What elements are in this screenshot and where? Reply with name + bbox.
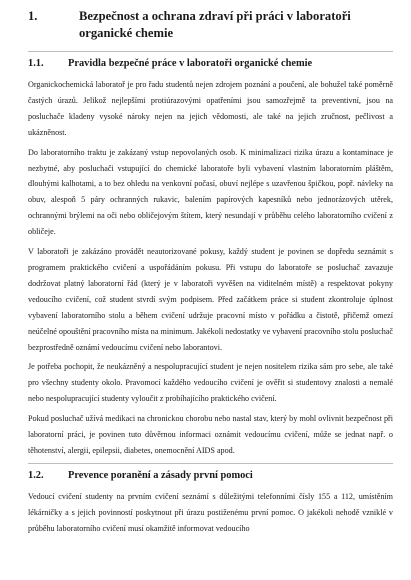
section-number: 1. <box>28 9 38 23</box>
paragraph: V laboratoři je zakázáno provádět neautorizované pokusy, každý student je povinen se dopředu seznámit s programem praktického cvičení a uspořádáním pokusu. Při vstupu do laboratoře se posluchač zavazuje dodržovat platný laboratorní řád (který je v laboratoři vyvěšen na viditelném místě) a respektovat pokyny vedoucího cvičení, což student stvrdí svým podpisem. Před začátkem práce si student zkontroluje úplnost vybavení laboratorního stolu a během cvičení udržuje pracovní místo v pořádku a čistotě, přičemž omezí neúčelné opouštění pracovního místa na minimum. Jakékoli nedostatky ve vybavení pracovního stolu posluchač bezprostředně oznámí vedoucímu cvičení nebo laborantovi. <box>28 247 393 352</box>
subsection-heading-1 <box>28 57 393 71</box>
paragraph: Je potřeba pochopit, že neukázněný a nespolupracující student je nejen nositelem rizika sám pro sebe, ale také pro všechny studenty okolo. Pravomocí každého vedoucího cvičení je ověřit si studentovy znalosti a nemalé nebo nespolupracující studenty vyloučit z probíhajícího praktického cvičení. <box>28 362 393 404</box>
subsection-number: 1.1. <box>28 58 44 69</box>
heading-divider <box>28 51 393 52</box>
section-title: Bezpečnost a ochrana zdraví při práci v laboratoři organické chemie <box>79 9 351 40</box>
subsection-title: Prevence poranění a zásady první pomoci <box>68 469 253 481</box>
subsection-title: Pravidla bezpečné práce v laboratoři organické chemie <box>68 58 313 69</box>
subsection-number: 1.2. <box>28 469 44 481</box>
paragraph: Vedoucí cvičení studenty na prvním cvičení seznámí s důležitými telefonními čísly 155 a 112, umístěním lékárničky a s jejich povinností poskytnout při úrazu postiženému první pomoc. O jakékoli nehodě vzniklé v průběhu laboratorního cvičení musí okamžitě informovat vedoucího <box>28 491 393 533</box>
subsection-heading-2 <box>28 469 393 483</box>
section-heading <box>28 8 393 42</box>
paragraph: Organickochemická laboratoř je pro řadu studentů nejen zdrojem poznání a poučení, ale bohužel také poměrně častých úrazů. Jelikož nejlepšími protiúrazovými opatřeními jsou samozřejmě ta preventivní, jsou na posluchače kladeny vysoké nároky nejen na jejich vědomosti, ale také na jejich zručnost, pečlivost a ukázněnost. <box>28 80 393 137</box>
paragraph: Pokud posluchač užívá medikaci na chronickou chorobu nebo nastal stav, který by mohl ovlivnit bezpečnost při laboratorní práci, je povinen tuto důvěrnou informaci oznámit vedoucímu cvičení, může se jednat např. o těhotenství, alergii, epilepsii, diabetes, onemocnění AIDS apod. <box>28 414 393 455</box>
paragraph: Do laboratorního traktu je zakázaný vstup nepovolaných osob. K minimalizaci rizika úrazu a kontaminace je nezbytné, aby posluchači vstupující do chemické laboratoře byli vybavení vlastním laboratorním pláštěm, dlouhými kalhotami, a to bez ohledu na venkovní počasí, obuví nejlépe s uzavřenou špičkou, popř. návleky na obuv, alespoň 5 páry ochranných rukavic, balením papírových kapesníků nebo jednorázových utěrek, ochrannými brýlemi na oči nebo obličejovým štítem, který nesundají v průběhu celého laboratorního cvičení z obličeje. <box>28 147 393 237</box>
heading-divider <box>28 463 393 464</box>
